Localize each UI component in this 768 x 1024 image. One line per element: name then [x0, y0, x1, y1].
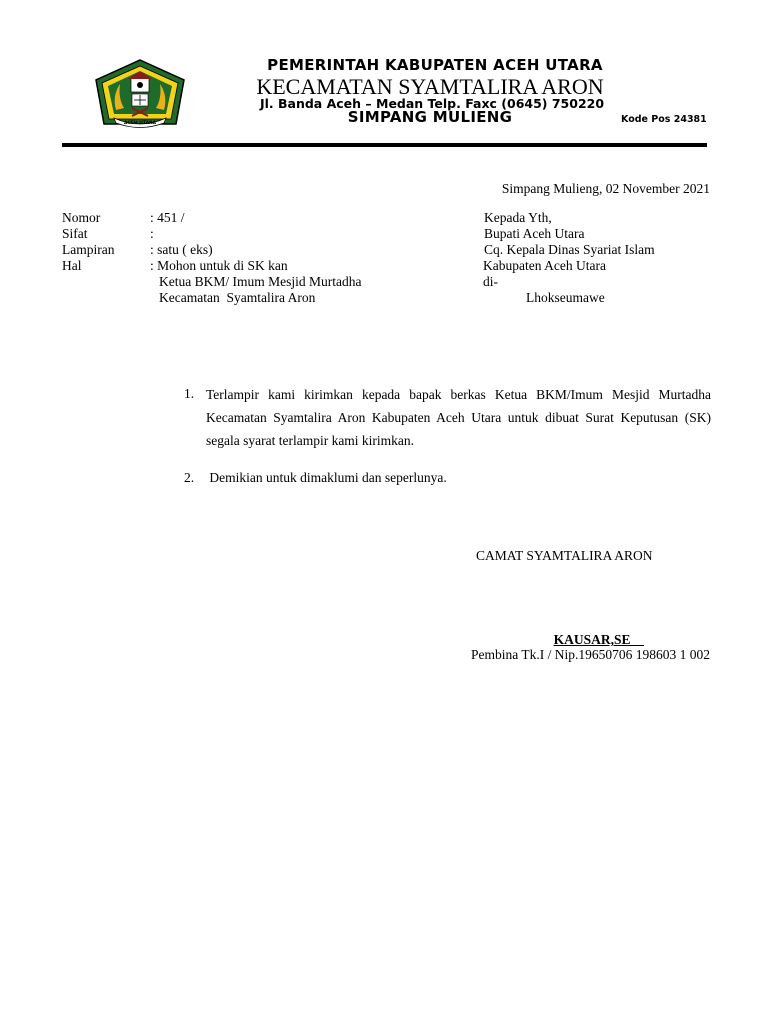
- body-item-2-number: 2.: [184, 470, 195, 485]
- letterhead-address: Jl. Banda Aceh – Medan Telp. Faxc (0645) 750220: [259, 96, 605, 111]
- signature-name: KAUSAR,SE: [553, 632, 644, 647]
- meta-value-sifat: :: [150, 226, 154, 241]
- signature-position: Pembina Tk.I / Nip.19650706 198603 1 002: [471, 647, 710, 662]
- recipient-line-1: Kepada Yth,: [484, 210, 552, 225]
- meta-label-hal: Hal: [62, 258, 82, 273]
- letterhead-town: SIMPANG MULIENG: [347, 108, 513, 126]
- letterhead-divider: [62, 143, 707, 147]
- meta-value-hal: : Mohon untuk di SK kan: [150, 258, 288, 273]
- recipient-line-3: Cq. Kepala Dinas Syariat Islam: [484, 242, 655, 257]
- subject-line-3: Kecamatan Syamtalira Aron: [159, 290, 316, 305]
- recipient-line-5: di-: [483, 274, 498, 289]
- meta-value-lampiran: : satu ( eks): [150, 242, 213, 257]
- recipient-line-6: Lhokseumawe: [526, 290, 605, 305]
- signature-title: CAMAT SYAMTALIRA ARON: [476, 548, 653, 563]
- letter-date: Simpang Mulieng, 02 November 2021: [501, 181, 710, 196]
- meta-label-nomor: Nomor: [62, 210, 101, 225]
- letterhead-government: PEMERINTAH KABUPATEN ACEH UTARA: [267, 56, 603, 74]
- body-item-2-text: Demikian untuk dimaklumi dan seperlunya.: [206, 470, 447, 485]
- meta-value-nomor: : 451 /: [150, 210, 185, 225]
- logo-banner-text: ACEH UTARA: [124, 121, 156, 126]
- meta-label-sifat: Sifat: [62, 226, 88, 241]
- meta-label-lampiran: Lampiran: [62, 242, 115, 257]
- recipient-line-4: Kabupaten Aceh Utara: [483, 258, 606, 273]
- recipient-line-2: Bupati Aceh Utara: [484, 226, 585, 241]
- body-item-1-number: 1.: [184, 386, 195, 401]
- body-item-1-text: Terlampir kami kirimkan kepada bapak berkas Ketua BKM/Imum Mesjid Murtadha Kecamatan Syamtalira Aron Kabupaten Aceh Utara untuk dibuat Surat Keputusan (SK) segala syarat terlampir kami kirimkan.: [206, 387, 711, 448]
- letterhead-postal-code: Kode Pos 24381: [621, 114, 707, 125]
- letterhead-district: KECAMATAN SYAMTALIRA ARON: [256, 74, 604, 99]
- regency-emblem-logo: [94, 58, 186, 130]
- subject-line-2: Ketua BKM/ Imum Mesjid Murtadha: [159, 274, 362, 289]
